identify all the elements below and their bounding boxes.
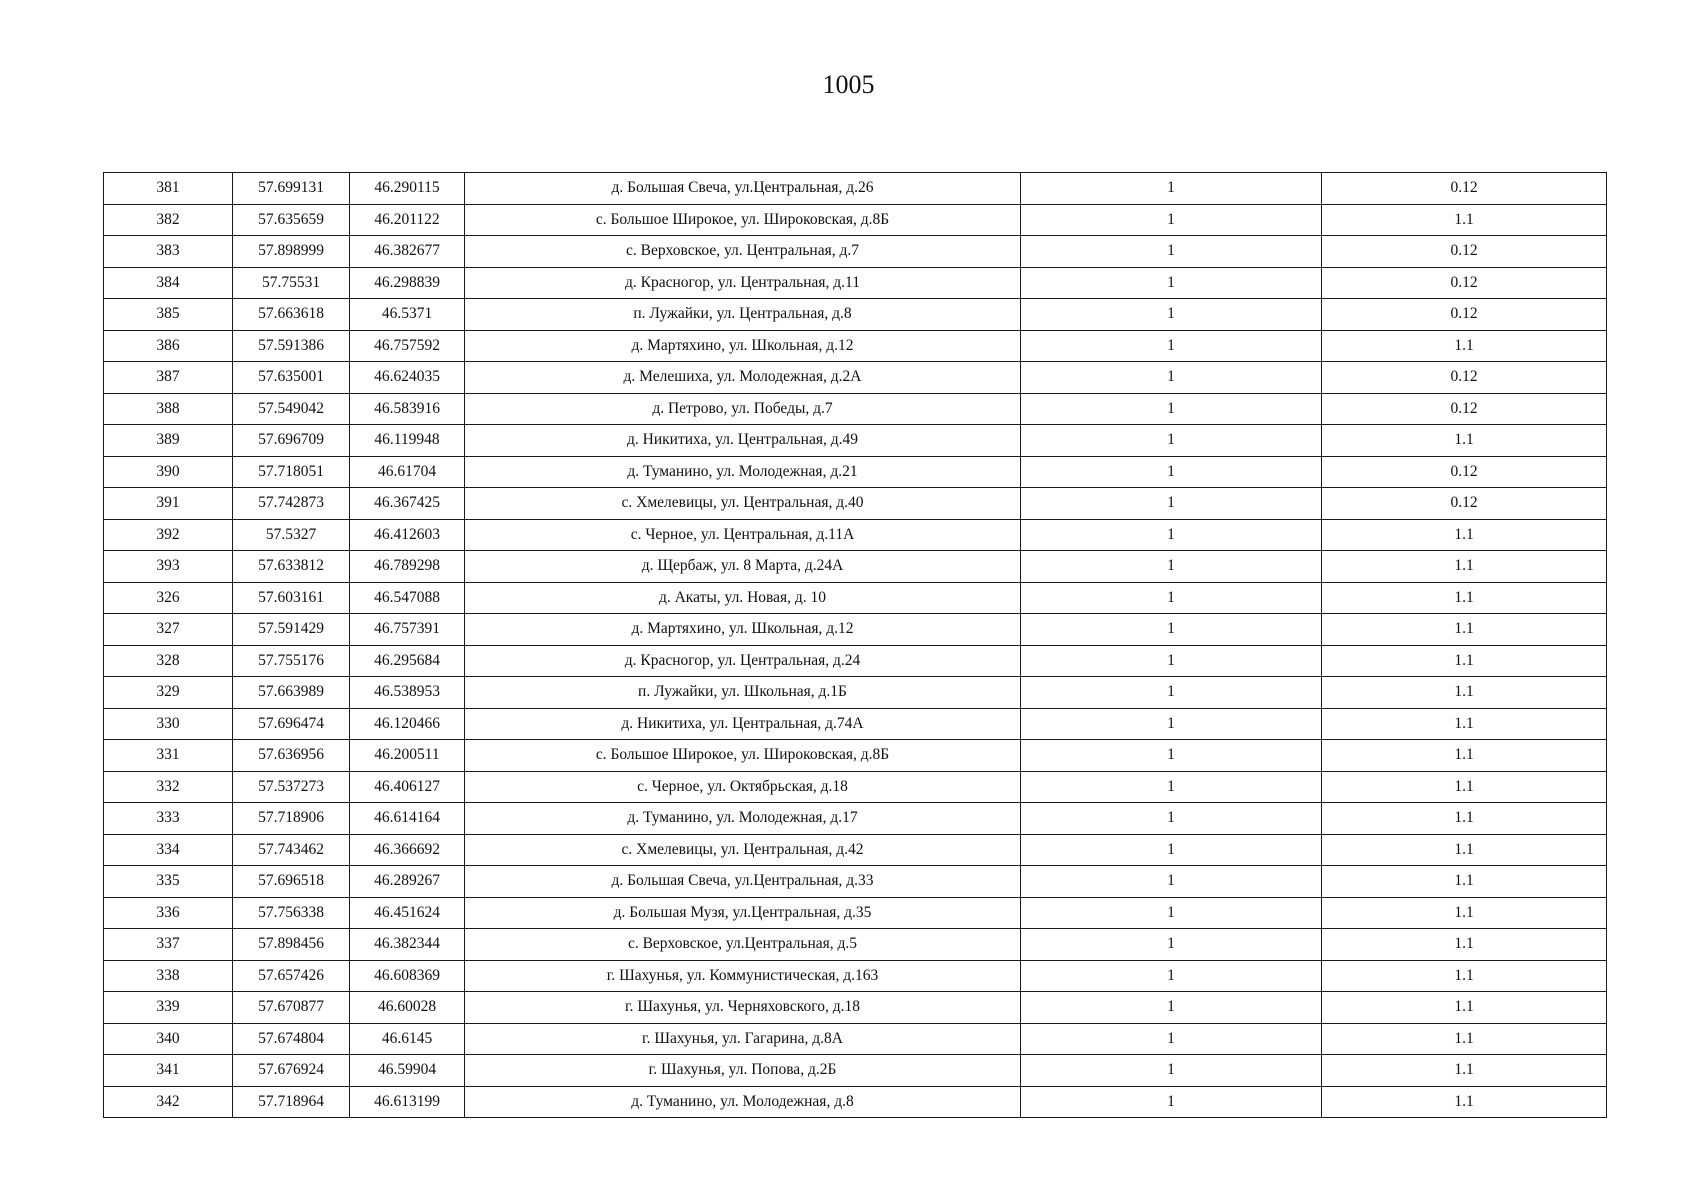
cell-row-number: 336	[104, 897, 233, 929]
table-row	[104, 614, 1607, 646]
cell-volume: 0.12	[1322, 267, 1607, 299]
cell-address: д. Туманино, ул. Молодежная, д.21	[465, 456, 1021, 488]
cell-address: с. Верховское, ул. Центральная, д.7	[465, 236, 1021, 268]
cell-latitude: 57.676924	[233, 1055, 350, 1087]
table-row	[104, 204, 1607, 236]
cell-longitude: 46.608369	[350, 960, 465, 992]
cell-row-number: 328	[104, 645, 233, 677]
cell-quantity: 1	[1021, 614, 1322, 646]
cell-address: с. Верховское, ул.Центральная, д.5	[465, 929, 1021, 961]
table-row	[104, 929, 1607, 961]
table-row	[104, 362, 1607, 394]
cell-quantity: 1	[1021, 866, 1322, 898]
table-row	[104, 740, 1607, 772]
cell-longitude: 46.120466	[350, 708, 465, 740]
cell-latitude: 57.663618	[233, 299, 350, 331]
cell-longitude: 46.6145	[350, 1023, 465, 1055]
table-row	[104, 330, 1607, 362]
table-row	[104, 803, 1607, 835]
cell-row-number: 329	[104, 677, 233, 709]
cell-quantity: 1	[1021, 1023, 1322, 1055]
cell-longitude: 46.382677	[350, 236, 465, 268]
cell-volume: 1.1	[1322, 582, 1607, 614]
cell-longitude: 46.382344	[350, 929, 465, 961]
table-row	[104, 488, 1607, 520]
cell-longitude: 46.789298	[350, 551, 465, 583]
cell-volume: 0.12	[1322, 488, 1607, 520]
cell-row-number: 387	[104, 362, 233, 394]
cell-latitude: 57.718964	[233, 1086, 350, 1118]
cell-row-number: 341	[104, 1055, 233, 1087]
table-row	[104, 866, 1607, 898]
cell-volume: 1.1	[1322, 551, 1607, 583]
table-row	[104, 1023, 1607, 1055]
cell-volume: 1.1	[1322, 677, 1607, 709]
cell-longitude: 46.61704	[350, 456, 465, 488]
cell-quantity: 1	[1021, 960, 1322, 992]
cell-latitude: 57.898999	[233, 236, 350, 268]
cell-address: д. Большая Музя, ул.Центральная, д.35	[465, 897, 1021, 929]
cell-row-number: 333	[104, 803, 233, 835]
cell-longitude: 46.366692	[350, 834, 465, 866]
cell-longitude: 46.367425	[350, 488, 465, 520]
table-row	[104, 1086, 1607, 1118]
cell-latitude: 57.718051	[233, 456, 350, 488]
table-row	[104, 173, 1607, 205]
cell-volume: 1.1	[1322, 866, 1607, 898]
cell-volume: 0.12	[1322, 393, 1607, 425]
cell-quantity: 1	[1021, 929, 1322, 961]
cell-row-number: 331	[104, 740, 233, 772]
cell-quantity: 1	[1021, 740, 1322, 772]
cell-volume: 0.12	[1322, 362, 1607, 394]
cell-volume: 1.1	[1322, 425, 1607, 457]
cell-address: д. Щербаж, ул. 8 Марта, д.24А	[465, 551, 1021, 583]
cell-quantity: 1	[1021, 236, 1322, 268]
cell-longitude: 46.5371	[350, 299, 465, 331]
cell-address: д. Мартяхино, ул. Школьная, д.12	[465, 614, 1021, 646]
cell-row-number: 332	[104, 771, 233, 803]
cell-address: д. Красногор, ул. Центральная, д.11	[465, 267, 1021, 299]
table-row	[104, 897, 1607, 929]
cell-latitude: 57.5327	[233, 519, 350, 551]
cell-quantity: 1	[1021, 362, 1322, 394]
table-row	[104, 393, 1607, 425]
cell-address: п. Лужайки, ул. Центральная, д.8	[465, 299, 1021, 331]
cell-quantity: 1	[1021, 1055, 1322, 1087]
cell-longitude: 46.201122	[350, 204, 465, 236]
table-row	[104, 519, 1607, 551]
cell-address: д. Мартяхино, ул. Школьная, д.12	[465, 330, 1021, 362]
cell-address: п. Лужайки, ул. Школьная, д.1Б	[465, 677, 1021, 709]
table-row	[104, 960, 1607, 992]
cell-latitude: 57.756338	[233, 897, 350, 929]
cell-quantity: 1	[1021, 708, 1322, 740]
cell-quantity: 1	[1021, 488, 1322, 520]
cell-row-number: 327	[104, 614, 233, 646]
cell-longitude: 46.295684	[350, 645, 465, 677]
cell-row-number: 388	[104, 393, 233, 425]
cell-volume: 1.1	[1322, 740, 1607, 772]
cell-longitude: 46.298839	[350, 267, 465, 299]
cell-quantity: 1	[1021, 582, 1322, 614]
cell-volume: 1.1	[1322, 708, 1607, 740]
cell-latitude: 57.635001	[233, 362, 350, 394]
cell-quantity: 1	[1021, 834, 1322, 866]
cell-quantity: 1	[1021, 299, 1322, 331]
cell-row-number: 381	[104, 173, 233, 205]
cell-latitude: 57.699131	[233, 173, 350, 205]
table-row	[104, 299, 1607, 331]
cell-volume: 1.1	[1322, 1086, 1607, 1118]
cell-volume: 0.12	[1322, 236, 1607, 268]
cell-row-number: 337	[104, 929, 233, 961]
cell-row-number: 330	[104, 708, 233, 740]
cell-longitude: 46.614164	[350, 803, 465, 835]
cell-volume: 0.12	[1322, 456, 1607, 488]
cell-latitude: 57.696474	[233, 708, 350, 740]
cell-address: с. Хмелевицы, ул. Центральная, д.42	[465, 834, 1021, 866]
cell-row-number: 393	[104, 551, 233, 583]
cell-address: д. Большая Свеча, ул.Центральная, д.26	[465, 173, 1021, 205]
cell-address: г. Шахунья, ул. Гагарина, д.8А	[465, 1023, 1021, 1055]
cell-address: д. Никитиха, ул. Центральная, д.74А	[465, 708, 1021, 740]
cell-volume: 1.1	[1322, 771, 1607, 803]
cell-longitude: 46.412603	[350, 519, 465, 551]
cell-row-number: 390	[104, 456, 233, 488]
cell-quantity: 1	[1021, 330, 1322, 362]
table-row	[104, 456, 1607, 488]
cell-latitude: 57.743462	[233, 834, 350, 866]
table-row	[104, 425, 1607, 457]
cell-volume: 1.1	[1322, 992, 1607, 1024]
cell-quantity: 1	[1021, 204, 1322, 236]
table-row	[104, 834, 1607, 866]
cell-latitude: 57.663989	[233, 677, 350, 709]
cell-longitude: 46.60028	[350, 992, 465, 1024]
cell-longitude: 46.290115	[350, 173, 465, 205]
cell-longitude: 46.613199	[350, 1086, 465, 1118]
cell-longitude: 46.757592	[350, 330, 465, 362]
cell-row-number: 389	[104, 425, 233, 457]
table-row	[104, 551, 1607, 583]
cell-address: с. Большое Широкое, ул. Широковская, д.8Б	[465, 740, 1021, 772]
cell-quantity: 1	[1021, 551, 1322, 583]
cell-quantity: 1	[1021, 393, 1322, 425]
table-row	[104, 1055, 1607, 1087]
cell-longitude: 46.624035	[350, 362, 465, 394]
cell-row-number: 342	[104, 1086, 233, 1118]
cell-latitude: 57.549042	[233, 393, 350, 425]
cell-address: д. Красногор, ул. Центральная, д.24	[465, 645, 1021, 677]
cell-quantity: 1	[1021, 803, 1322, 835]
cell-quantity: 1	[1021, 267, 1322, 299]
cell-longitude: 46.547088	[350, 582, 465, 614]
cell-row-number: 340	[104, 1023, 233, 1055]
cell-row-number: 384	[104, 267, 233, 299]
cell-volume: 1.1	[1322, 204, 1607, 236]
table-body	[104, 173, 1607, 1118]
cell-quantity: 1	[1021, 645, 1322, 677]
cell-row-number: 338	[104, 960, 233, 992]
cell-volume: 0.12	[1322, 173, 1607, 205]
cell-address: с. Хмелевицы, ул. Центральная, д.40	[465, 488, 1021, 520]
cell-row-number: 339	[104, 992, 233, 1024]
cell-quantity: 1	[1021, 1086, 1322, 1118]
cell-quantity: 1	[1021, 677, 1322, 709]
cell-latitude: 57.696518	[233, 866, 350, 898]
cell-latitude: 57.696709	[233, 425, 350, 457]
cell-quantity: 1	[1021, 173, 1322, 205]
cell-address: д. Туманино, ул. Молодежная, д.8	[465, 1086, 1021, 1118]
cell-row-number: 383	[104, 236, 233, 268]
cell-address: г. Шахунья, ул. Черняховского, д.18	[465, 992, 1021, 1024]
page-number: 1005	[822, 70, 875, 99]
cell-row-number: 386	[104, 330, 233, 362]
cell-latitude: 57.635659	[233, 204, 350, 236]
cell-quantity: 1	[1021, 771, 1322, 803]
cell-latitude: 57.636956	[233, 740, 350, 772]
table-row	[104, 582, 1607, 614]
cell-quantity: 1	[1021, 425, 1322, 457]
cell-longitude: 46.59904	[350, 1055, 465, 1087]
cell-latitude: 57.537273	[233, 771, 350, 803]
cell-row-number: 385	[104, 299, 233, 331]
cell-quantity: 1	[1021, 456, 1322, 488]
table-row	[104, 645, 1607, 677]
cell-volume: 1.1	[1322, 645, 1607, 677]
cell-volume: 1.1	[1322, 960, 1607, 992]
cell-latitude: 57.657426	[233, 960, 350, 992]
cell-address: с. Черное, ул. Октябрьская, д.18	[465, 771, 1021, 803]
table-row	[104, 236, 1607, 268]
cell-latitude: 57.755176	[233, 645, 350, 677]
cell-volume: 1.1	[1322, 1023, 1607, 1055]
table-row	[104, 708, 1607, 740]
cell-address: с. Черное, ул. Центральная, д.11А	[465, 519, 1021, 551]
cell-latitude: 57.670877	[233, 992, 350, 1024]
cell-volume: 1.1	[1322, 834, 1607, 866]
cell-latitude: 57.591386	[233, 330, 350, 362]
table-row	[104, 267, 1607, 299]
cell-address: г. Шахунья, ул. Попова, д.2Б	[465, 1055, 1021, 1087]
cell-row-number: 391	[104, 488, 233, 520]
cell-volume: 1.1	[1322, 330, 1607, 362]
cell-latitude: 57.718906	[233, 803, 350, 835]
cell-volume: 1.1	[1322, 897, 1607, 929]
cell-volume: 1.1	[1322, 803, 1607, 835]
cell-longitude: 46.289267	[350, 866, 465, 898]
cell-row-number: 382	[104, 204, 233, 236]
cell-longitude: 46.757391	[350, 614, 465, 646]
cell-quantity: 1	[1021, 992, 1322, 1024]
cell-latitude: 57.898456	[233, 929, 350, 961]
table-row	[104, 677, 1607, 709]
cell-longitude: 46.583916	[350, 393, 465, 425]
cell-volume: 0.12	[1322, 299, 1607, 331]
cell-address: д. Туманино, ул. Молодежная, д.17	[465, 803, 1021, 835]
table-row	[104, 992, 1607, 1024]
cell-quantity: 1	[1021, 897, 1322, 929]
cell-address: с. Большое Широкое, ул. Широковская, д.8Б	[465, 204, 1021, 236]
table-row	[104, 771, 1607, 803]
cell-latitude: 57.603161	[233, 582, 350, 614]
cell-row-number: 334	[104, 834, 233, 866]
cell-address: д. Акаты, ул. Новая, д. 10	[465, 582, 1021, 614]
cell-address: г. Шахунья, ул. Коммунистическая, д.163	[465, 960, 1021, 992]
data-table	[103, 172, 1607, 1118]
cell-volume: 1.1	[1322, 929, 1607, 961]
cell-latitude: 57.674804	[233, 1023, 350, 1055]
cell-address: д. Большая Свеча, ул.Центральная, д.33	[465, 866, 1021, 898]
cell-longitude: 46.538953	[350, 677, 465, 709]
cell-latitude: 57.591429	[233, 614, 350, 646]
cell-longitude: 46.200511	[350, 740, 465, 772]
cell-latitude: 57.75531	[233, 267, 350, 299]
cell-volume: 1.1	[1322, 1055, 1607, 1087]
cell-address: д. Петрово, ул. Победы, д.7	[465, 393, 1021, 425]
cell-row-number: 326	[104, 582, 233, 614]
cell-longitude: 46.119948	[350, 425, 465, 457]
cell-latitude: 57.633812	[233, 551, 350, 583]
cell-row-number: 392	[104, 519, 233, 551]
cell-address: д. Никитиха, ул. Центральная, д.49	[465, 425, 1021, 457]
cell-latitude: 57.742873	[233, 488, 350, 520]
cell-row-number: 335	[104, 866, 233, 898]
cell-longitude: 46.451624	[350, 897, 465, 929]
cell-address: д. Мелешиха, ул. Молодежная, д.2А	[465, 362, 1021, 394]
cell-quantity: 1	[1021, 519, 1322, 551]
cell-volume: 1.1	[1322, 614, 1607, 646]
cell-volume: 1.1	[1322, 519, 1607, 551]
cell-longitude: 46.406127	[350, 771, 465, 803]
